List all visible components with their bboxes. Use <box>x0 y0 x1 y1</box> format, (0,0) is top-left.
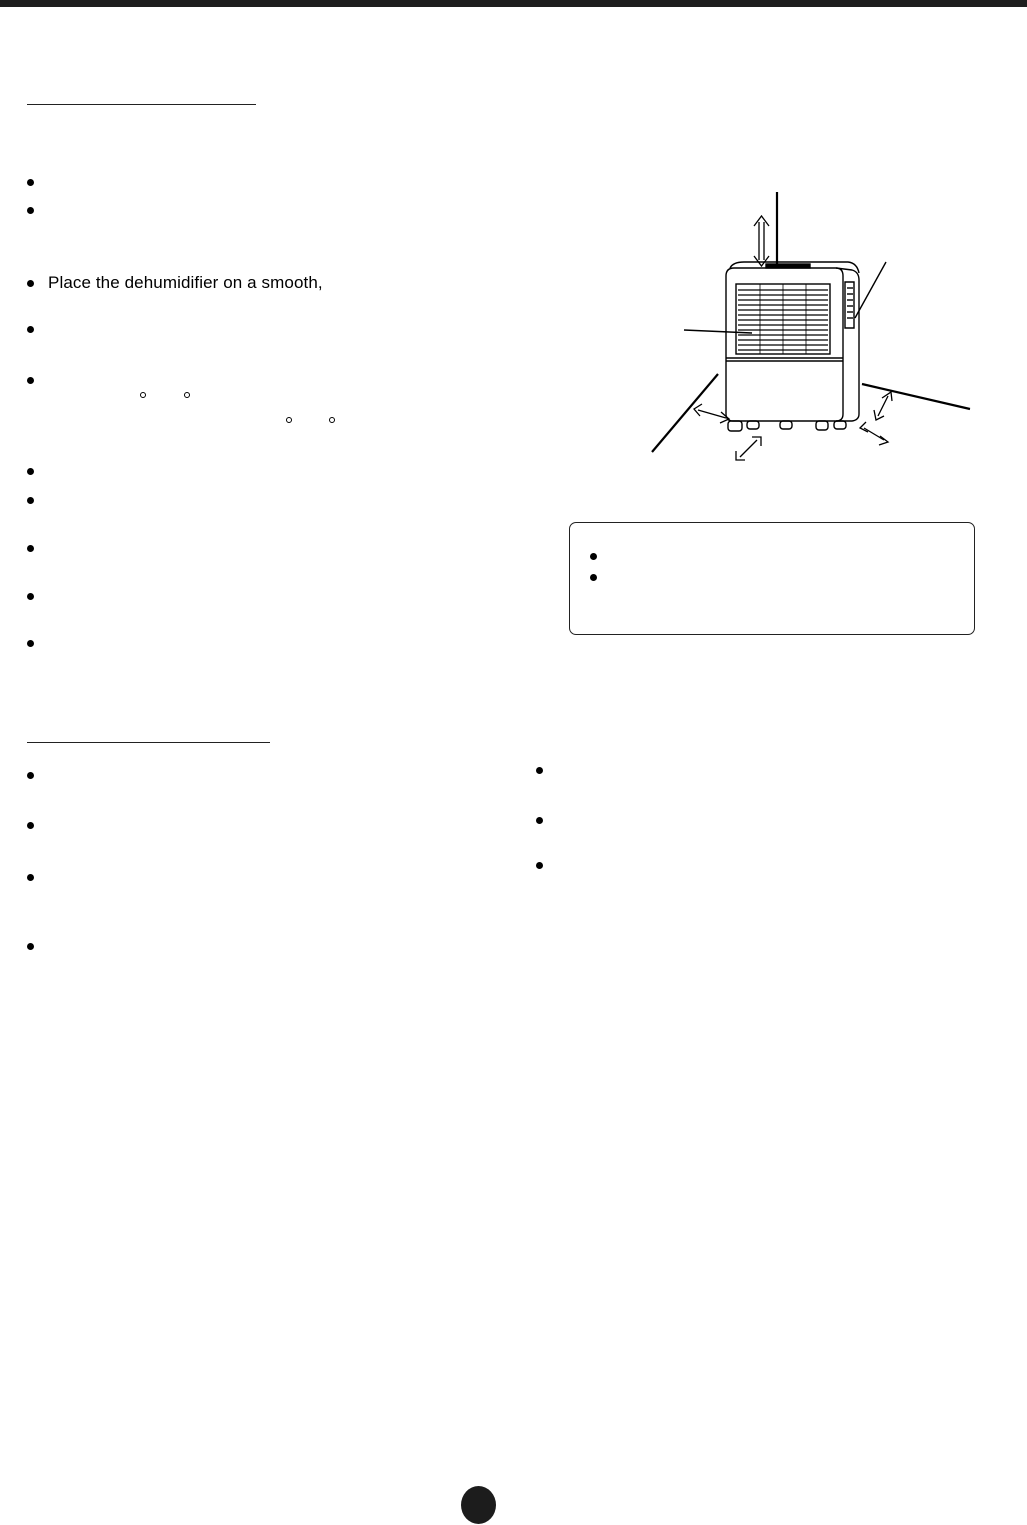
wheel <box>834 421 846 429</box>
top-clearance-arrow <box>754 216 769 266</box>
list-bullet <box>27 280 34 287</box>
top-header-bar <box>0 0 1027 7</box>
degree-symbol <box>329 417 335 423</box>
list-bullet <box>27 468 34 475</box>
list-bullet <box>536 862 543 869</box>
page-number-marker <box>461 1486 496 1524</box>
list-bullet <box>27 497 34 504</box>
list-bullet <box>27 207 34 214</box>
dehumidifier-clearance-illustration <box>640 188 980 468</box>
wheel <box>747 421 759 429</box>
unit-side-face <box>836 268 859 421</box>
placement-instruction-text: Place the dehumidifier on a smooth, <box>48 273 323 292</box>
list-bullet <box>27 874 34 881</box>
list-bullet <box>27 326 34 333</box>
degree-symbol <box>140 392 146 398</box>
right-clearance-arrow <box>860 422 888 445</box>
wheel <box>728 421 742 431</box>
list-bullet <box>27 179 34 186</box>
list-bullet <box>27 640 34 647</box>
side-vent <box>845 282 854 328</box>
list-bullet <box>27 593 34 600</box>
wheel <box>816 421 828 430</box>
section-heading-underline <box>27 104 256 105</box>
list-bullet <box>536 767 543 774</box>
back-clearance-arrow <box>874 392 892 420</box>
list-bullet <box>27 772 34 779</box>
front-clearance-arrow <box>736 437 761 460</box>
section-heading-underline <box>27 742 270 743</box>
list-bullet <box>590 553 597 560</box>
top-handle <box>766 264 810 268</box>
grille-slats <box>738 284 828 354</box>
degree-symbol <box>184 392 190 398</box>
note-box <box>569 522 975 635</box>
list-bullet <box>536 817 543 824</box>
degree-symbol <box>286 417 292 423</box>
list-bullet <box>27 943 34 950</box>
right-wall-line <box>862 384 970 409</box>
list-bullet <box>27 822 34 829</box>
left-clearance-arrow <box>694 404 729 423</box>
list-bullet <box>27 545 34 552</box>
list-bullet <box>590 574 597 581</box>
wheel <box>780 421 792 429</box>
list-bullet <box>27 377 34 384</box>
